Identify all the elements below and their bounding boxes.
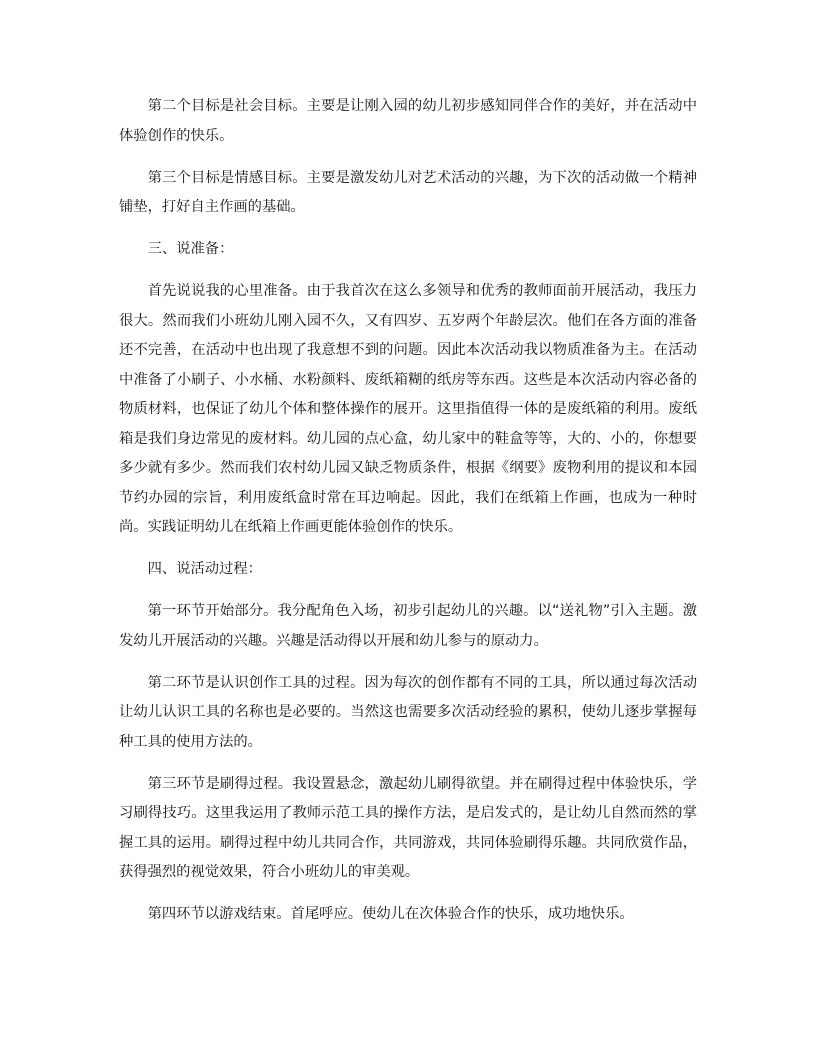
paragraph-stage-three: 第三环节是刷得过程。我设置悬念，激起幼儿刷得欲望。并在刷得过程中体验快乐，学习刷得技巧。这里我运用了教师示范工具的操作方法，是启发式的，是让幼儿自然而然的掌握工具的运用。刷得过程中幼儿共同合作，共同游戏，共同体验刷得乐趣。共同欣赏作品，获得强烈的视觉效果，符合小班幼儿的审美观。 [119, 775, 697, 880]
paragraph-stage-four: 第四环节以游戏结束。首尾呼应。使幼儿在次体验合作的快乐，成功地快乐。 [147, 906, 634, 922]
paragraph-stage-one: 第一环节开始部分。我分配角色入场，初步引起幼儿的兴趣。以“送礼物”引入主题。激发幼儿开展活动的兴趣。兴趣是活动得以开展和幼儿参与的原动力。 [119, 603, 697, 649]
document-body [119, 92, 697, 942]
section-heading-activity-process: 四、说活动过程： [147, 561, 262, 577]
section-heading-preparation: 三、说准备： [147, 241, 234, 257]
paragraph-preparation: 首先说说我的心里准备。由于我首次在这么多领导和优秀的教师面前开展活动，我压力很大。然而我们小班幼儿刚入园不久，又有四岁、五岁两个年龄层次。他们在各方面的准备还不完善，在活动中也出现了我意想不到的问题。因此本次活动我以物质准备为主。在活动中准备了小刷子、小水桶、水粉颜料、废纸箱糊的纸房等东西。这些是本次活动内容必备的物质材料，也保证了幼儿个体和整体操作的展开。这里指值得一体的是废纸箱的利用。废纸箱是我们身边常见的废材料。幼儿园的点心盒，幼儿家中的鞋盒等等，大的、小的，你想要多少就有多少。然而我们农村幼儿园又缺乏物质条件，根据《纲要》废物利用的提议和本园节约办园的宗旨，利用废纸盒时常在耳边响起。因此，我们在纸箱上作画，也成为一种时尚。实践证明幼儿在纸箱上作画更能体验创作的快乐。 [119, 283, 697, 535]
paragraph-stage-two: 第二环节是认识创作工具的过程。因为每次的创作都有不同的工具，所以通过每次活动让幼儿认识工具的名称也是必要的。当然这也需要多次活动经验的累积，使幼儿逐步掌握每种工具的使用方法的。 [119, 674, 697, 750]
paragraph-social-goal: 第二个目标是社会目标。主要是让刚入园的幼儿初步感知同伴合作的美好，并在活动中体验创作的快乐。 [119, 98, 697, 144]
paragraph-emotional-goal: 第三个目标是情感目标。主要是激发幼儿对艺术活动的兴趣，为下次的活动做一个精神铺垫，打好自主作画的基础。 [119, 169, 697, 215]
